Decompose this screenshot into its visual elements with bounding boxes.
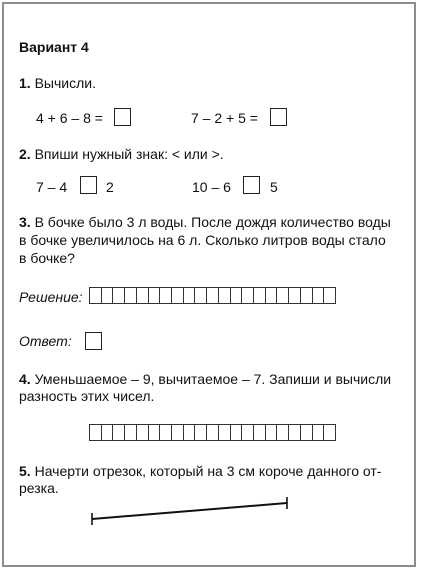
answer-label-text: Ответ [19, 333, 68, 349]
solution-label: Решение: [19, 289, 83, 305]
task-2-text: Впиши нужный знак: < или >. [34, 146, 224, 162]
variant-title: Вариант 4 [19, 39, 89, 55]
task-3-text-1: В бочке было 3 л воды. После дождя количество воды [34, 214, 391, 230]
task-1-expression-a: 4 + 6 – 8 = [36, 110, 103, 126]
task-2-left-b: 10 – 6 [192, 179, 231, 195]
task-5-text-1: Начерти отрезок, который на 3 см короче данного от- [34, 463, 382, 479]
task-2-right-a: 2 [106, 179, 114, 195]
task-1-number: 1. [19, 75, 31, 91]
task-3-number: 3. [19, 214, 31, 230]
task-1-expression-b: 7 – 2 + 5 = [191, 110, 258, 126]
answer-label: Ответ: [19, 333, 72, 349]
task-5-text-2: резка. [19, 480, 59, 496]
task-2-right-b: 5 [270, 179, 278, 195]
task-1-text: Вычисли. [34, 75, 96, 91]
task-4-text-2: разность этих чисел. [19, 388, 155, 404]
solution-label-text: Решение [19, 289, 79, 305]
task-5-number: 5. [19, 463, 31, 479]
task-4-text-1: Уменьшаемое – 9, вычитаемое – 7. Запиши и вычисли [34, 371, 392, 387]
task-4-number: 4. [19, 371, 31, 387]
task-2-number: 2. [19, 146, 31, 162]
given-segment [92, 503, 287, 519]
task-2-left-a: 7 – 4 [36, 179, 68, 195]
task-3-text-3: в бочке? [19, 250, 75, 266]
task-3-text-2: в бочке увеличилось на 6 л. Сколько литров воды стало [19, 232, 386, 248]
